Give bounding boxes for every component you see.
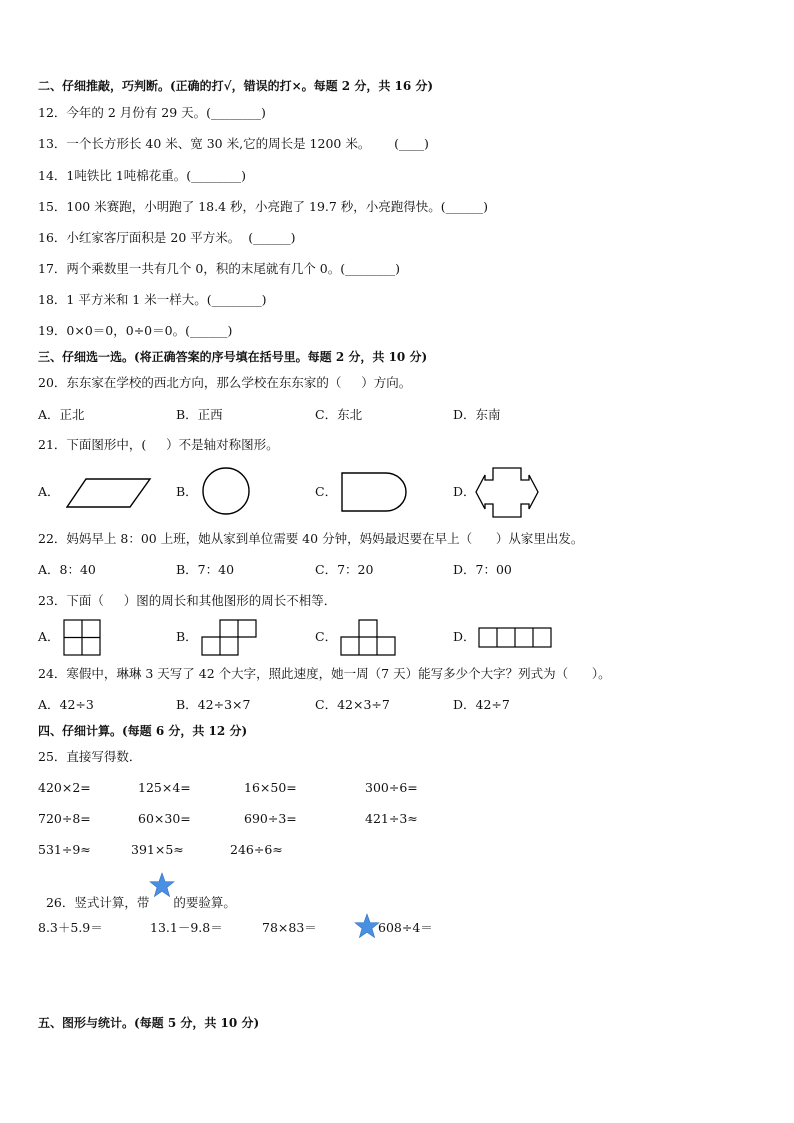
row-of-squares-shape (478, 627, 554, 649)
calc-item: 690÷3= (244, 811, 297, 826)
question-12: 12．今年的 2 月份有 29 天。(________) (38, 105, 266, 120)
q20-option-d: D．东南 (453, 407, 501, 422)
section4-title: 四、仔细计算。(每题 6 分，共 12 分) (38, 724, 248, 738)
q23-option-b: B． (176, 629, 198, 644)
calc-item: 125×4= (138, 780, 191, 795)
star-icon (149, 872, 175, 898)
star-icon (354, 913, 380, 939)
question-16: 16．小红家客厅面积是 20 平方米。 (______) (38, 230, 296, 245)
calc-item: 531÷9≈ (38, 842, 91, 857)
q22-option-a: A．8：40 (38, 562, 96, 577)
q21-option-d: D． (453, 484, 476, 499)
q22-option-c: C．7：20 (315, 562, 374, 577)
double-arrow-cross-shape (474, 466, 540, 520)
circle-shape (200, 466, 254, 516)
question-19: 19．0×0＝0，0÷0＝0。(______) (38, 323, 233, 338)
question-20: 20．东东家在学校的西北方向，那么学校在东东家的（ ）方向。 (38, 375, 412, 390)
calc-item: 391×5≈ (131, 842, 184, 857)
question-22: 22．妈妈早上 8：00 上班，她从家到单位需要 40 分钟，妈妈最迟要在早上（ ）从家里出发。 (38, 531, 584, 546)
calc-item: 300÷6= (365, 780, 418, 795)
q24-option-d: D．42÷7 (453, 697, 510, 712)
q20-option-b: B．正西 (176, 407, 223, 422)
question-24: 24．寒假中，琳琳 3 天写了 42 个大字，照此速度，她一周（7 天）能写多少个大字？列式为（ ）。 (38, 666, 611, 681)
question-17: 17．两个乘数里一共有几个 0，积的末尾就有几个 0。(________) (38, 261, 401, 276)
calc-item: 246÷6≈ (230, 842, 283, 857)
calc-item: 16×50= (244, 780, 297, 795)
stepped-squares-shape (201, 619, 259, 657)
vertical-calc-item: 8.3＋5.9＝ (38, 920, 103, 935)
calc-item: 720÷8= (38, 811, 91, 826)
section5-title: 五、图形与统计。(每题 5 分，共 10 分) (38, 1016, 260, 1030)
question-23: 23．下面（ ）图的周长和其他图形的周长不相等． (38, 593, 337, 608)
question-14: 14．1吨铁比 1吨棉花重。(________) (38, 168, 247, 183)
q24-option-b: B．42÷3×7 (176, 697, 251, 712)
q21-option-a: A． (38, 484, 60, 499)
q21-option-b: B． (176, 484, 198, 499)
q21-option-c: C． (315, 484, 338, 499)
question-21: 21．下面图形中，( ）不是轴对称图形。 (38, 437, 279, 452)
calc-item: 420×2= (38, 780, 91, 795)
question-26 (38, 879, 236, 911)
section3-title: 三、仔细选一选。(将正确答案的序号填在括号里。每题 2 分，共 10 分) (38, 350, 428, 364)
q24-option-c: C．42×3÷7 (315, 697, 390, 712)
square-grid-2x2-shape (63, 619, 103, 657)
question-13: 13．一个长方形长 40 米、宽 30 米,它的周长是 1200 米。 (____) (38, 136, 429, 151)
q26-text-after: 的要验算。 (173, 895, 236, 910)
q23-option-d: D． (453, 629, 476, 644)
question-15: 15．100 米赛跑，小明跑了 18.4 秒，小亮跑了 19.7 秒，小亮跑得快。(______) (38, 199, 489, 214)
q22-option-b: B．7：40 (176, 562, 235, 577)
semicircle-rectangle-shape (340, 471, 410, 513)
calc-item: 60×30= (138, 811, 191, 826)
q26-text-before: 26．竖式计算，带 (45, 895, 150, 910)
question-18: 18．1 平方米和 1 米一样大。(________) (38, 292, 267, 307)
calc-item: 421÷3≈ (365, 811, 418, 826)
vertical-calc-item: 13.1－9.8＝ (150, 920, 223, 935)
vertical-calc-item: 78×83＝ (262, 920, 317, 935)
q22-option-d: D．7：00 (453, 562, 512, 577)
q23-option-a: A． (38, 629, 60, 644)
q23-option-c: C． (315, 629, 338, 644)
q24-option-a: A．42÷3 (38, 697, 94, 712)
t-squares-shape (339, 619, 399, 657)
q20-option-a: A．正北 (38, 407, 85, 422)
parallelogram-shape (66, 476, 152, 510)
section2-title: 二、仔细推敲，巧判断。(正确的打√，错误的打×。每题 2 分，共 16 分) (38, 79, 434, 93)
question-25: 25．直接写得数． (38, 749, 142, 764)
vertical-calc-item: 608÷4＝ (378, 920, 433, 935)
q20-option-c: C．东北 (315, 407, 363, 422)
